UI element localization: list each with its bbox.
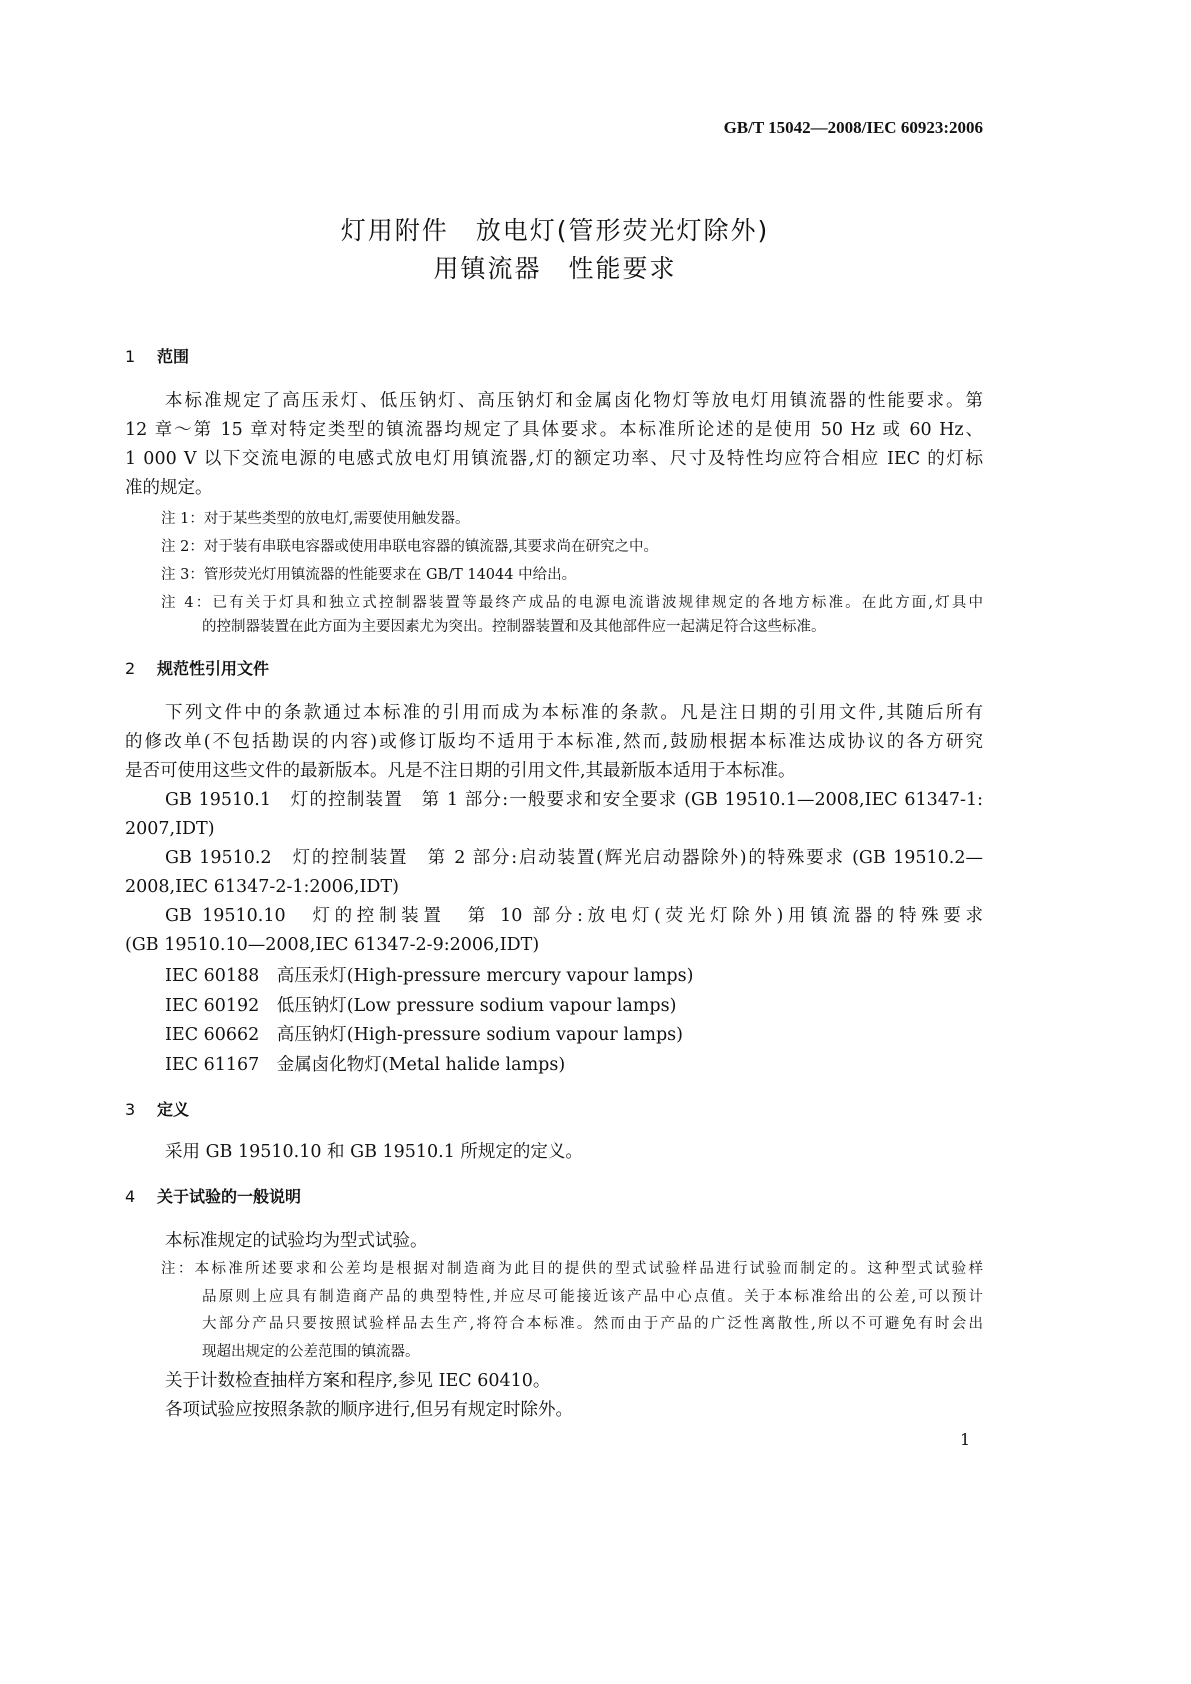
reference-item: IEC 60192 低压钠灯(Low pressure sodium vapour lamps)	[165, 996, 677, 1016]
section-title: 规范性引用文件	[157, 659, 270, 678]
note: 注 2：对于装有串联电容器或使用串联电容器的镇流器,其要求尚在研究之中。	[161, 539, 658, 555]
paragraph-line: 关于计数检查抽样方案和程序,参见 IEC 60410。	[165, 1371, 551, 1391]
note: 注：本标准所述要求和公差均是根据对制造商为此目的提供的型式试验样品进行试验而制定的。这种型式试验样	[161, 1261, 983, 1277]
paragraph-line: 采用 GB 19510.10 和 GB 19510.1 所规定的定义。	[165, 1142, 583, 1162]
paragraph-line: 准的规定。	[125, 478, 213, 498]
section-number: 1	[125, 347, 136, 366]
note: 注 3：管形荧光灯用镇流器的性能要求在 GB/T 14044 中给出。	[161, 567, 577, 583]
section-title: 范围	[157, 347, 190, 366]
reference-item: GB 19510.10 灯的控制装置 第 10 部分:放电灯(荧光灯除外)用镇流器的特殊要求	[165, 906, 983, 926]
paragraph-line: 1 000 V 以下交流电源的电感式放电灯用镇流器,灯的额定功率、尺寸及特性均应符合相应 IEC 的灯标	[125, 449, 983, 469]
note: 注 1：对于某些类型的放电灯,需要使用触发器。	[161, 511, 470, 527]
paragraph-line: 本标准规定的试验均为型式试验。	[165, 1231, 428, 1251]
section-heading-2	[125, 661, 269, 677]
section-number: 3	[125, 1100, 136, 1119]
page-number: 1	[960, 1430, 971, 1449]
note-continuation: 现超出规定的公差范围的镇流器。	[202, 1344, 420, 1360]
note-continuation: 大部分产品只要按照试验样品去生产,将符合本标准。然而由于产品的广泛性离散性,所以不可避免有时会出	[202, 1316, 983, 1332]
reference-item: IEC 60188 高压汞灯(High-pressure mercury vapour lamps)	[165, 966, 694, 986]
note-continuation: 的控制器装置在此方面为主要因素尤为突出。控制器装置和及其他部件应一起满足符合这些标准。	[202, 619, 826, 635]
paragraph-line: 各项试验应按照条款的顺序进行,但另有规定时除外。	[165, 1400, 574, 1420]
section-title: 定义	[157, 1100, 190, 1119]
reference-item-continuation: (GB 19510.10—2008,IEC 61347-2-9:2006,IDT)	[125, 935, 540, 955]
reference-item: GB 19510.2 灯的控制装置 第 2 部分:启动装置(辉光启动器除外)的特殊要求 (GB 19510.2—	[165, 848, 983, 868]
section-heading-3	[125, 1102, 189, 1118]
section-heading-1	[125, 349, 189, 365]
reference-item: GB 19510.1 灯的控制装置 第 1 部分:一般要求和安全要求 (GB 19510.1—2008,IEC 61347-1:	[165, 790, 983, 810]
document-header: GB/T 15042—2008/IEC 60923:2006	[723, 118, 983, 137]
section-title: 关于试验的一般说明	[157, 1187, 302, 1206]
reference-item: IEC 60662 高压钠灯(High-pressure sodium vapour lamps)	[165, 1025, 683, 1045]
note: 注 4：已有关于灯具和独立式控制器装置等最终产成品的电源电流谐波规律规定的各地方标准。在此方面,灯具中	[161, 595, 983, 611]
paragraph-line: 是否可使用这些文件的最新版本。凡是不注日期的引用文件,其最新版本适用于本标准。	[125, 761, 796, 781]
paragraph-line: 下列文件中的条款通过本标准的引用而成为本标准的条款。凡是注日期的引用文件,其随后所有	[165, 703, 983, 723]
reference-item-continuation: 2008,IEC 61347-2-1:2006,IDT)	[125, 877, 399, 897]
section-number: 2	[125, 659, 136, 678]
reference-item: IEC 61167 金属卤化物灯(Metal halide lamps)	[165, 1055, 566, 1075]
paragraph-line: 的修改单(不包括勘误的内容)或修订版均不适用于本标准,然而,鼓励根据本标准达成协议的各方研究	[125, 732, 983, 752]
document-title-line-2: 用镇流器 性能要求	[433, 254, 677, 283]
reference-item-continuation: 2007,IDT)	[125, 819, 215, 839]
section-number: 4	[125, 1187, 136, 1206]
note-continuation: 品原则上应具有制造商产品的典型特性,并应尽可能接近该产品中心点值。关于本标准给出的公差,可以预计	[202, 1289, 983, 1305]
section-heading-4	[125, 1189, 301, 1205]
paragraph-line: 本标准规定了高压汞灯、低压钠灯、高压钠灯和金属卤化物灯等放电灯用镇流器的性能要求。第	[165, 391, 983, 411]
document-title-line-1: 灯用附件 放电灯(管形荧光灯除外)	[340, 216, 770, 245]
paragraph-line: 12 章～第 15 章对特定类型的镇流器均规定了具体要求。本标准所论述的是使用 50 Hz 或 60 Hz、	[125, 420, 983, 440]
